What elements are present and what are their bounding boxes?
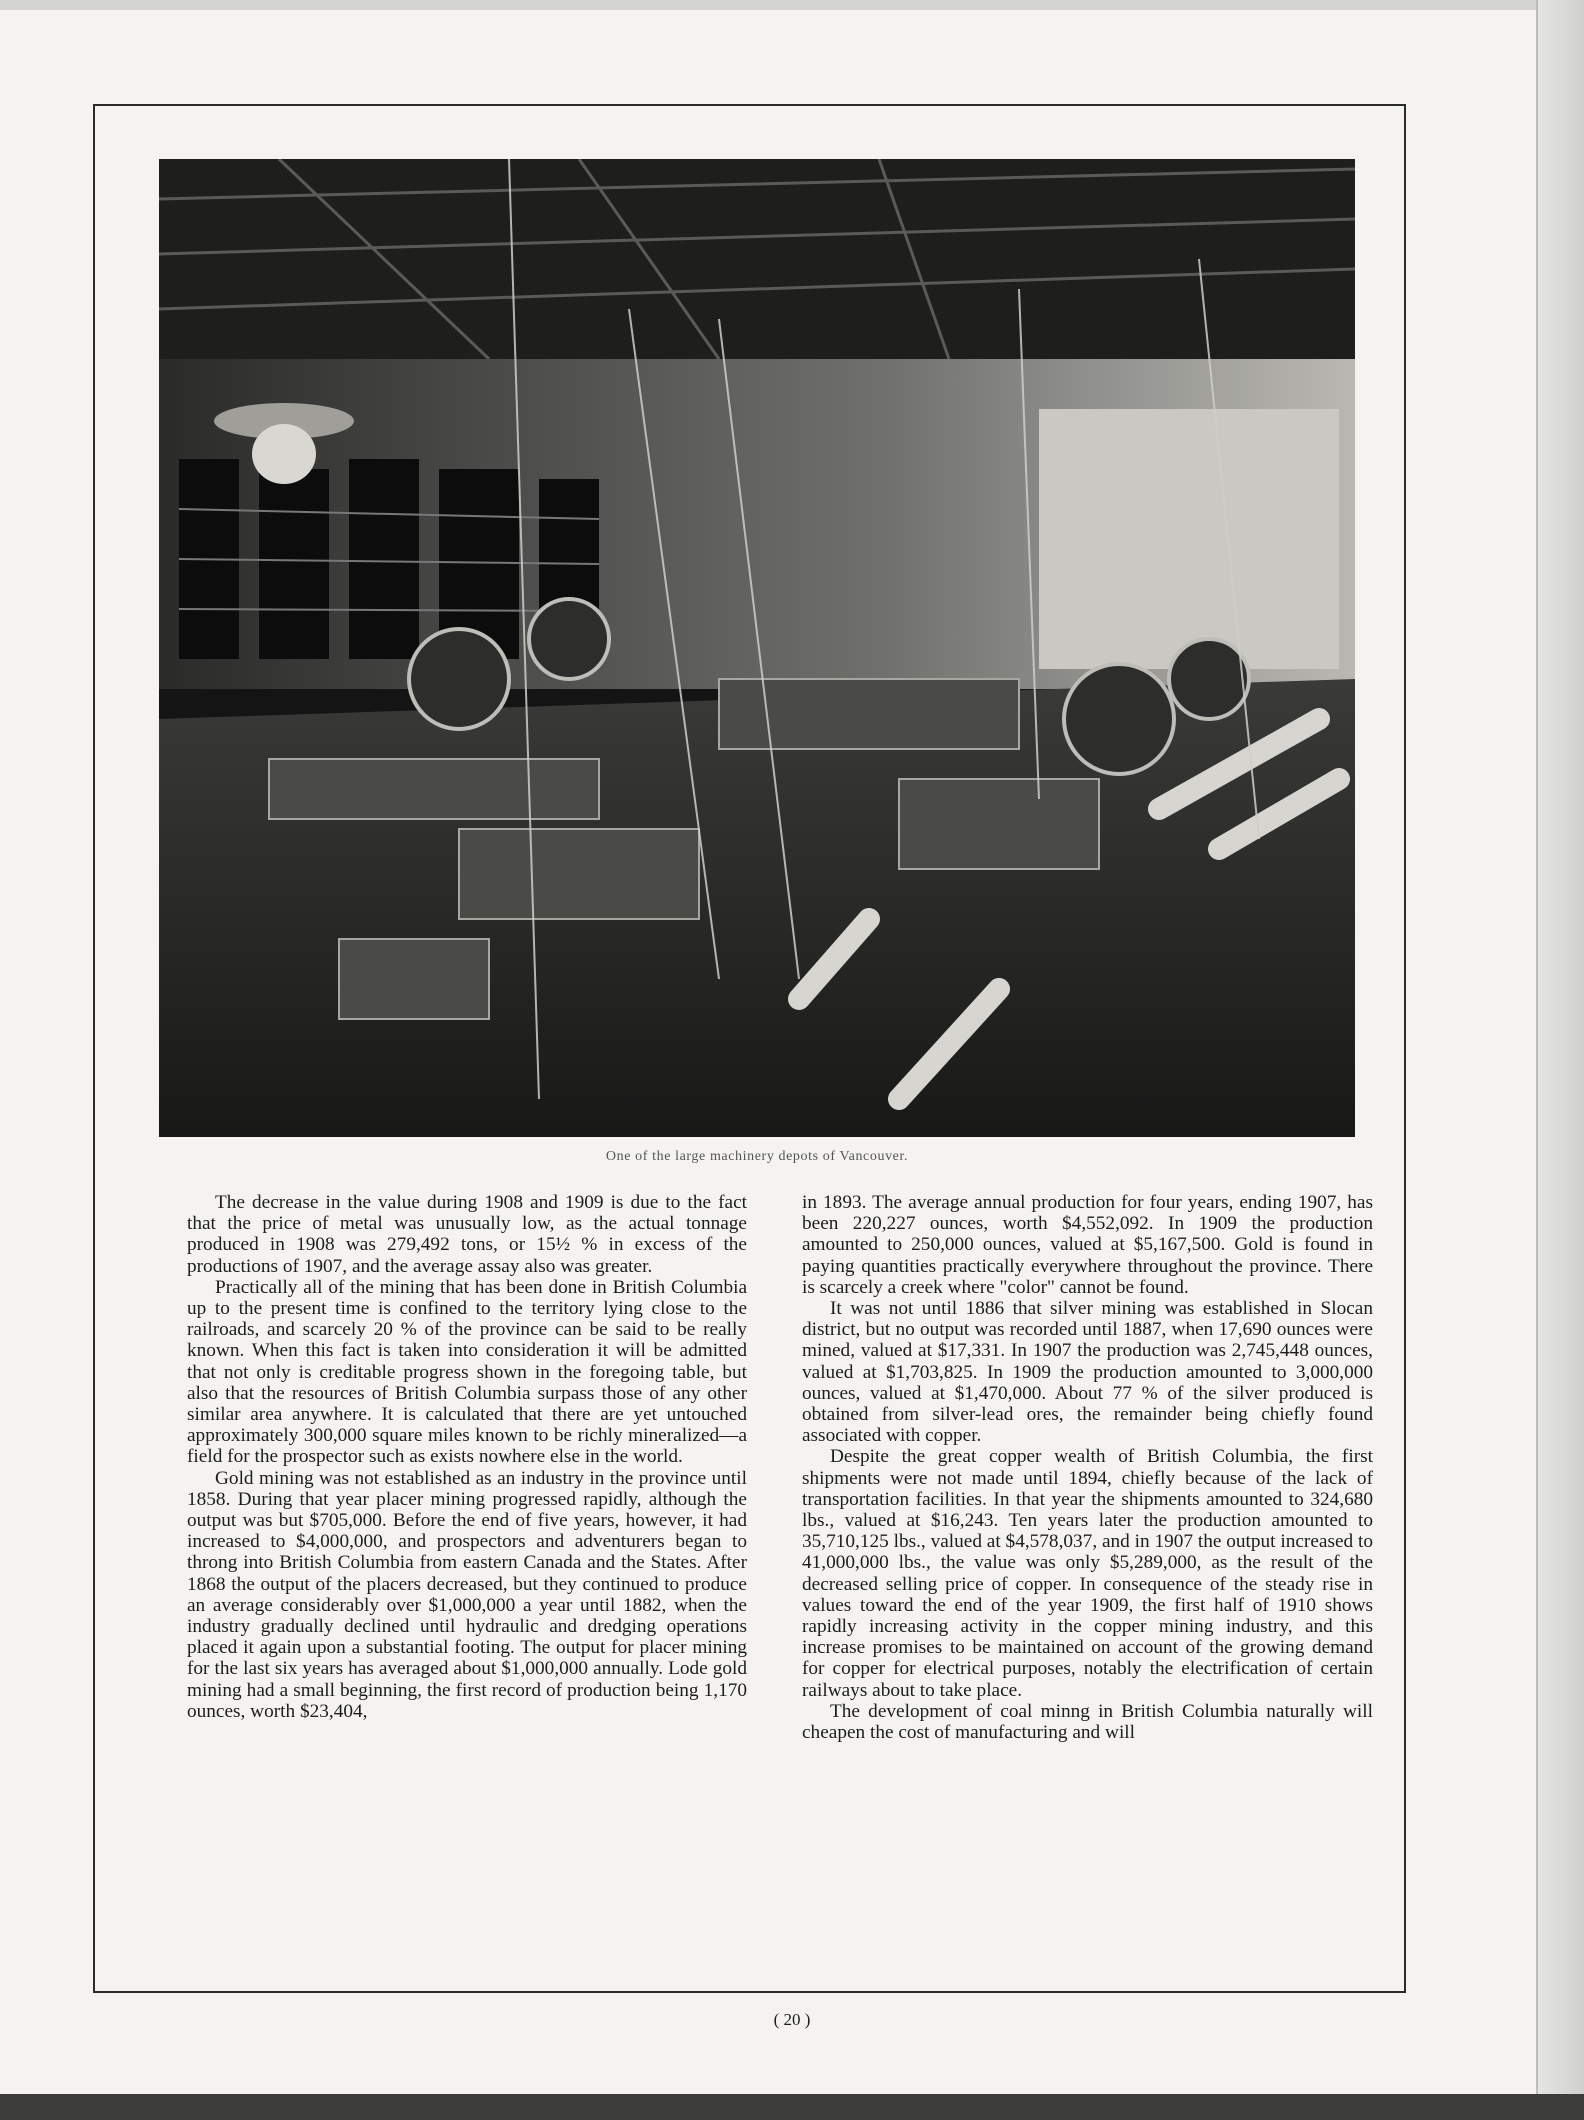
scan-right-edge (1536, 0, 1584, 2120)
scan-top-edge (0, 0, 1584, 10)
paragraph: Gold mining was not established as an industry in the province until 1858. During that year placer mining progressed rapidly, although the output was but $705,000. Before the end of five years, however, it had increased to $4,000,000, and prospectors and adventurers began to throng into British Columbia from eastern Canada and the States. After 1868 the output of the placers decreased, but they continued to produce an average considerably over $1,000,000 a year until 1882, when the industry gradually declined until hydraulic and dredging operations placed it again upon a substantial footing. The output for placer mining for the last six years has averaged about $1,000,000 annually. Lode gold mining had a small beginning, the first record of production being 1,170 ounces, worth $23,404, (187, 1467, 747, 1722)
machinery-photo-illustration (159, 159, 1355, 1137)
scan-bottom-edge (0, 2094, 1584, 2120)
text-column-left (187, 1192, 747, 1722)
paragraph: Despite the great copper wealth of British Columbia, the first shipments were not made until 1894, chiefly because of the lack of transportation facilities. In that year the shipments amounted to 324,680 lbs., valued at $16,243. Ten years later the production amounted to 35,710,125 lbs., valued at $4,578,037, and in 1907 the output increased to 41,000,000 lbs., the value was only $5,289,000, as the result of the decreased selling price of copper. In consequence of the steady rise in values toward the end of the year 1909, the first half of 1910 shows rapidly increasing activity in the copper mining industry, and this increase promises to be maintained on account of the growing demand for copper for electrical purposes, notably the electrification of certain railways about to take place. (802, 1446, 1373, 1701)
paragraph: The development of coal minng in British Columbia naturally will cheapen the cost of manufacturing and will (802, 1700, 1373, 1744)
text-column-right (802, 1192, 1373, 1743)
paragraph: The decrease in the value during 1908 and 1909 is due to the fact that the price of metal was unusually low, as the actual tonnage produced in 1908 was 279,492 tons, or 15½ % in excess of the productions of 1907, and the average assay also was greater. (187, 1192, 747, 1277)
page-number: ( 20 ) (773, 2010, 811, 2029)
paragraph: in 1893. The average annual production for four years, ending 1907, has been 220,227 ounces, worth $4,552,092. In 1909 the production amounted to 250,000 ounces, valued at $5,167,500. Gold is found in paying quantities practically everywhere throughout the province. There is scarcely a creek where "color" cannot be found. (802, 1192, 1373, 1298)
machinery-depot-photo (159, 159, 1355, 1137)
paragraph: It was not until 1886 that silver mining was established in Slocan district, but no output was recorded until 1887, when 17,690 ounces were mined, valued at $17,331. In 1907 the production was 2,745,448 ounces, valued at $1,703,825. In 1909 the production amounted to 3,000,000 ounces, valued at $1,470,000. About 77 % of the silver produced is obtained from silver-lead ores, the remainder being chiefly found associated with copper. (802, 1298, 1373, 1447)
photo-caption: One of the large machinery depots of Vancouver. (605, 1149, 909, 1164)
paragraph: Practically all of the mining that has been done in British Columbia up to the present time is confined to the territory lying close to the railroads, and scarcely 20 % of the province can be said to be really known. When this fact is taken into consideration it will be admitted that not only is creditable progress shown in the foregoing table, but also that the resources of British Columbia surpass those of any other similar area anywhere. It is calculated that there are yet untouched approximately 300,000 square miles known to be richly mineralized—a field for the prospector such as exists nowhere else in the world. (187, 1276, 747, 1468)
